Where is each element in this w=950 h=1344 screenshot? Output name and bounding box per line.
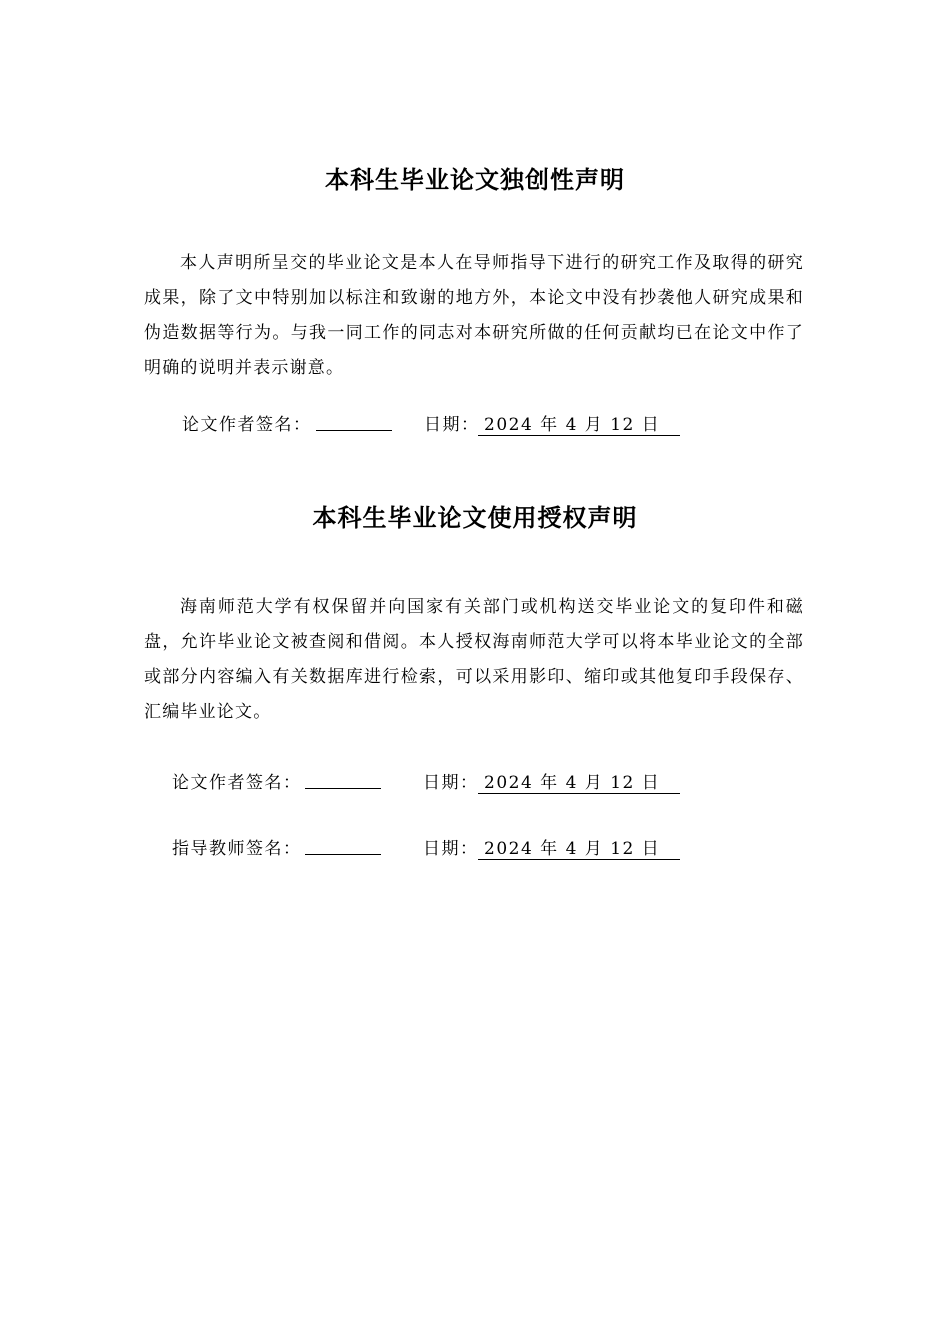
originality-title: 本科生毕业论文独创性声明	[325, 166, 625, 194]
author-signature-blank[interactable]	[305, 788, 381, 789]
date-value: 2024 年 4 月 12 日	[478, 834, 680, 860]
date-value: 2024 年 4 月 12 日	[478, 768, 680, 794]
originality-signature-line	[0, 410, 950, 436]
author-signature-blank[interactable]	[316, 430, 392, 431]
author-signature-label: 论文作者签名：	[182, 415, 312, 435]
date-label: 日期：	[423, 773, 479, 793]
authorization-title: 本科生毕业论文使用授权声明	[312, 504, 638, 532]
authorization-body: 海南师范大学有权保留并向国家有关部门或机构送交毕业论文的复印件和磁盘，允许毕业论文被查阅和借阅。本人授权海南师范大学可以将本毕业论文的全部或部分内容编入有关数据库进行检索，可以采用影印、缩印或其他复印手段保存、汇编毕业论文。	[144, 597, 804, 722]
advisor-signature-blank[interactable]	[305, 854, 381, 855]
author-signature-label: 论文作者签名：	[172, 773, 302, 793]
authorization-author-signature-line	[0, 768, 950, 794]
date-label: 日期：	[424, 415, 480, 435]
originality-body: 本人声明所呈交的毕业论文是本人在导师指导下进行的研究工作及取得的研究成果，除了文中特别加以标注和致谢的地方外，本论文中没有抄袭他人研究成果和伪造数据等行为。与我一同工作的同志对本研究所做的任何贡献均已在论文中作了明确的说明并表示谢意。	[144, 253, 804, 378]
date-value: 2024 年 4 月 12 日	[478, 410, 680, 436]
date-label: 日期：	[423, 839, 479, 859]
authorization-advisor-signature-line	[0, 834, 950, 860]
advisor-signature-label: 指导教师签名：	[172, 839, 302, 859]
